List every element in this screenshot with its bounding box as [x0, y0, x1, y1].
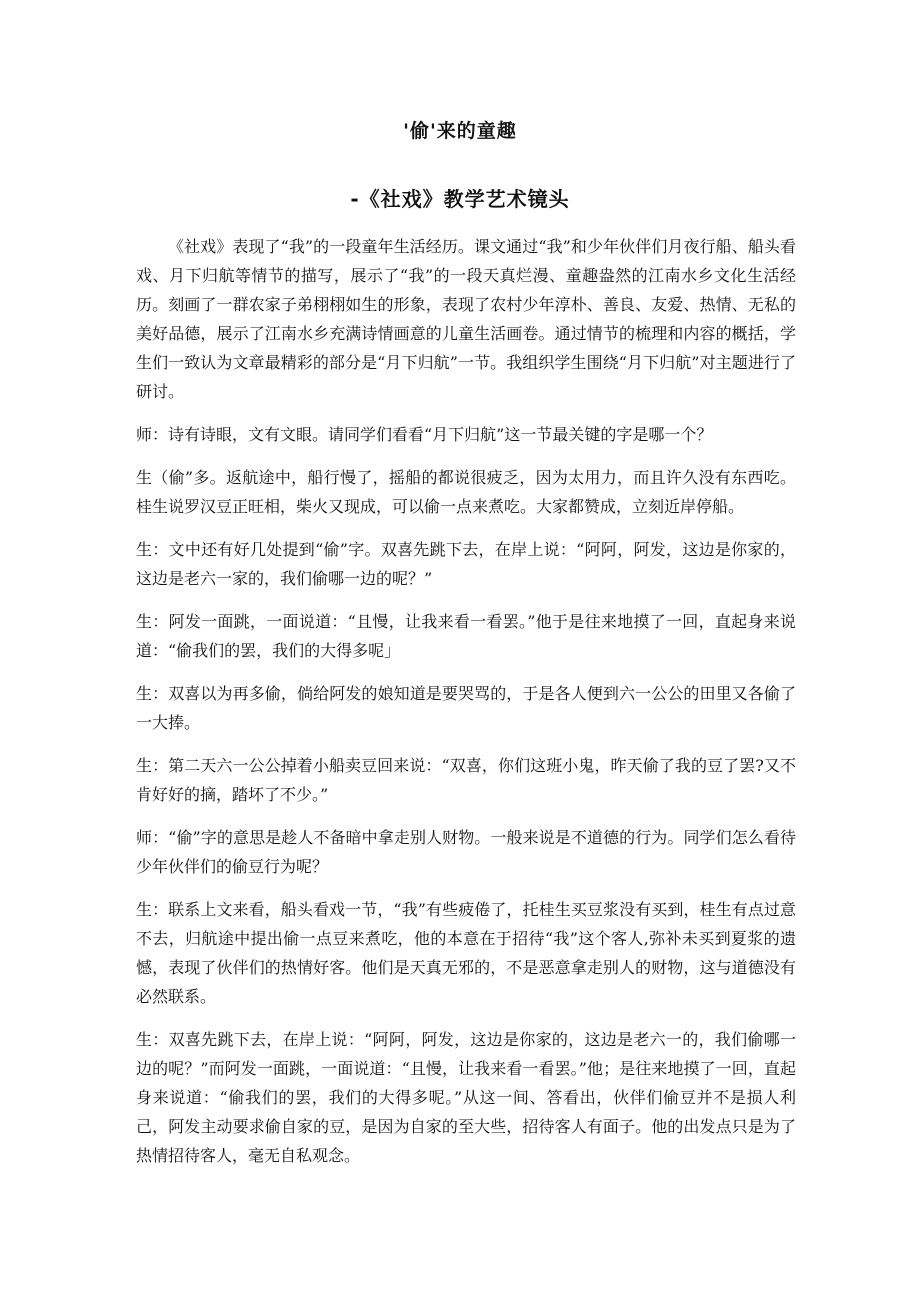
dialogue-paragraph: 生：联系上文来看，船头看戏一节，“我”有些疲倦了，托桂生买豆浆没有买到，桂生有点过意不去，归航途中提出偷一点豆来煮吃，他的本意在于招待“我”这个客人,弥补未买到夏浆的遗憾，表现了伙伴们的热情好客。他们是天真无邪的，不是恶意拿走别人的财物，这与道德没有必然联系。 [136, 900, 796, 1006]
document-body [136, 232, 796, 1184]
dialogue-paragraph: 师：诗有诗眼，文有文眼。请同学们看看“月下归航”这一节最关键的字是哪一个？ [136, 425, 713, 444]
document-subtitle: -《社戏》教学艺术镜头 [350, 187, 570, 211]
dialogue-paragraph: 生：双喜以为再多偷，倘给阿发的娘知道是要哭骂的，于是各人便到六一公公的田里又各偷了一大捧。 [136, 684, 796, 732]
dialogue-paragraph: 生：双喜先跳下去，在岸上说：“阿阿，阿发，这边是你家的，这边是老六一的，我们偷哪一边的呢？”而阿发一面跳，一面说道：“且慢，让我来看一看罢。”他；是往来地摸了一回，直起身来说道：“偷我们的罢，我们的大得多呢。”从这一间、答看出，伙伴们偷豆并不是损人利己，阿发主动要求偷自家的豆，是因为自家的至大些，招待客人有面子。他的出发点只是为了热情招待客人，毫无自私观念。 [136, 1030, 796, 1165]
dialogue-paragraph: 生：文中还有好几处提到“偷”字。双喜先跳下去，在岸上说：“阿阿，阿发，这边是你家的，这边是老六一家的，我们偷哪一边的呢？” [136, 540, 796, 588]
dialogue-paragraph: 师：“偷”字的意思是趁人不备暗中拿走别人财物。一般来说是不道德的行为。同学们怎么看待少年伙伴们的偷豆行为呢？ [136, 828, 796, 876]
document-title: '偷'来的童趣 [403, 120, 517, 142]
intro-paragraph: 《社戏》表现了“我”的一段童年生活经历。课文通过“我”和少年伙伴们月夜行船、船头看戏、月下归航等情节的描写，展示了“我”的一段天真烂漫、童趣盎然的江南水乡文化生活经历。刻画了一群农家子弟栩栩如生的形象，表现了农村少年淳朴、善良、友爱、热情、无私的美好品德，展示了江南水乡充满诗情画意的儿童生活画卷。通过情节的梳理和内容的概括，学生们一致认为文章最精彩的部分是“月下归航”一节。我组织学生围绕“月下归航”对主题进行了研讨。 [136, 237, 796, 401]
dialogue-paragraph: 生：第二天六一公公掉着小船卖豆回来说：“双喜，你们这班小鬼，昨天偷了我的豆了罢?又不肯好好的摘，踏坏了不少。” [136, 756, 796, 804]
dialogue-paragraph: 生：阿发一面跳，一面说道：“且慢，让我来看一看罢。”他于是往来地摸了一回，直起身来说道：“偷我们的罢，我们的大得多呢」 [136, 612, 796, 660]
dialogue-paragraph: 生（偷”多。返航途中，船行慢了，摇船的都说很疲乏，因为太用力，而且许久没有东西吃。桂生说罗汉豆正旺相，柴火又现成，可以偷一点来煮吃。大家都赞成，立刻近岸停船。 [136, 468, 796, 516]
